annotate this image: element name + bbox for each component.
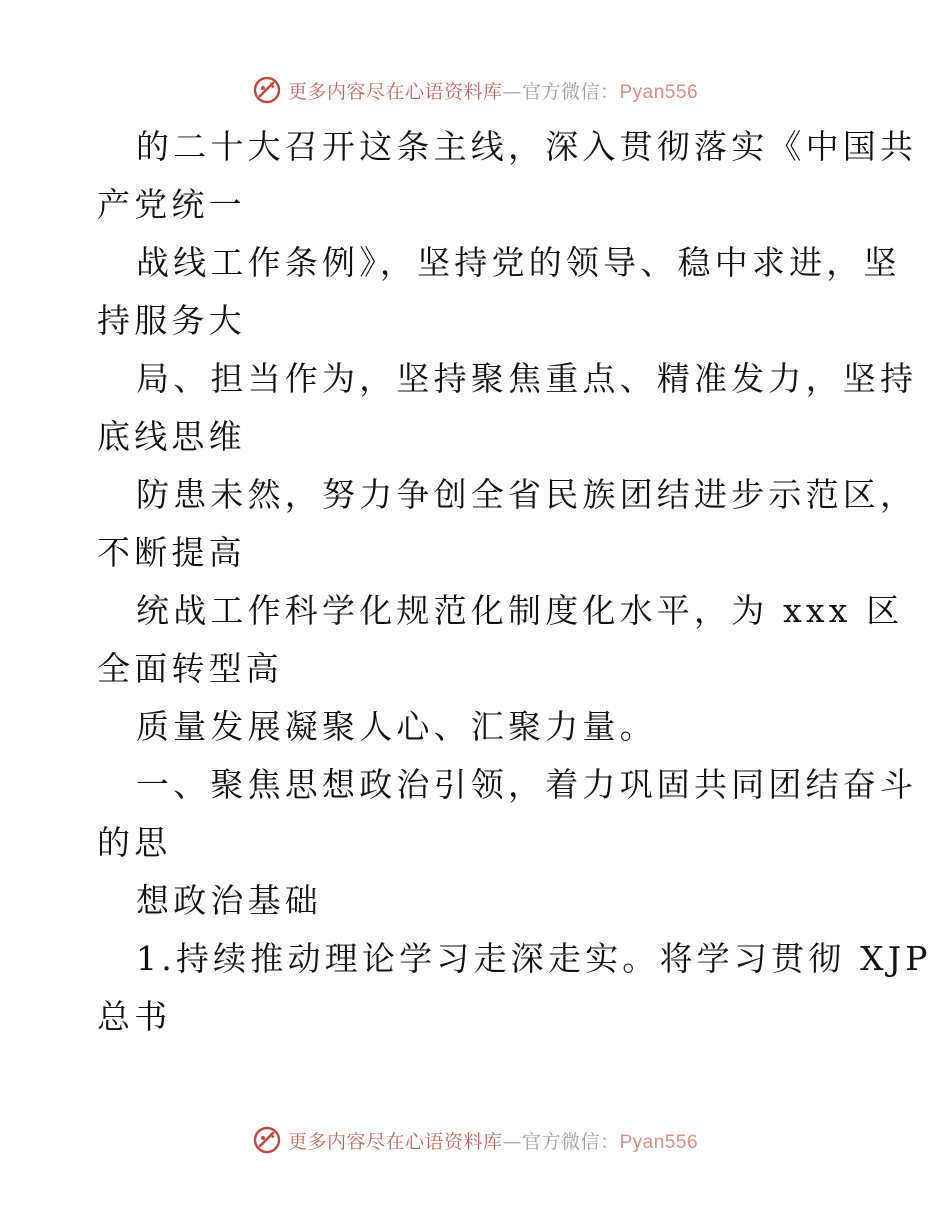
watermark-logo-icon <box>252 75 282 105</box>
header-watermark <box>0 70 950 110</box>
watermark-site: 更多内容尽在心语资料库 <box>287 1130 503 1153</box>
body-line: 的二十大召开这条主线，深入贯彻落实《中国共 <box>136 127 918 166</box>
watermark-text <box>288 77 698 104</box>
body-line: 全面转型高 <box>97 649 283 688</box>
watermark-dash: — <box>502 1130 522 1153</box>
body-line: 战线工作条例》，坚持党的领导、稳中求进，坚 <box>136 243 901 282</box>
body-line: 防患未然，努力争创全省民族团结进步示范区， <box>136 475 918 514</box>
body-line: 不断提高 <box>97 533 246 572</box>
watermark-id: Pyan556 <box>619 1131 699 1153</box>
body-line: 质量发展凝聚人心、汇聚力量。 <box>136 707 657 746</box>
watermark-text <box>288 1127 698 1154</box>
document-body <box>97 118 932 1046</box>
body-line: 底线思维 <box>97 417 246 456</box>
body-line: 总书 <box>97 997 172 1036</box>
body-line: 局、担当作为，坚持聚焦重点、精准发力，坚持 <box>136 359 918 398</box>
watermark-id: Pyan556 <box>619 81 699 103</box>
body-line: 想政治基础 <box>136 881 322 920</box>
watermark-dash: — <box>502 80 522 103</box>
body-line: 一、聚焦思想政治引领，着力巩固共同团结奋斗 <box>136 765 918 804</box>
body-line: 1.持续推动理论学习走深走实。将学习贯彻 XJP <box>136 939 932 978</box>
watermark-label: 官方微信： <box>521 80 620 103</box>
body-line: 产党统一 <box>97 185 246 224</box>
body-line: 的思 <box>97 823 172 862</box>
body-line: 统战工作科学化规范化制度化水平，为 xxx 区 <box>136 591 904 630</box>
watermark-site: 更多内容尽在心语资料库 <box>287 80 503 103</box>
watermark-logo-icon <box>252 1125 282 1155</box>
body-line: 持服务大 <box>97 301 246 340</box>
watermark-label: 官方微信： <box>521 1130 620 1153</box>
footer-watermark <box>0 1120 950 1160</box>
